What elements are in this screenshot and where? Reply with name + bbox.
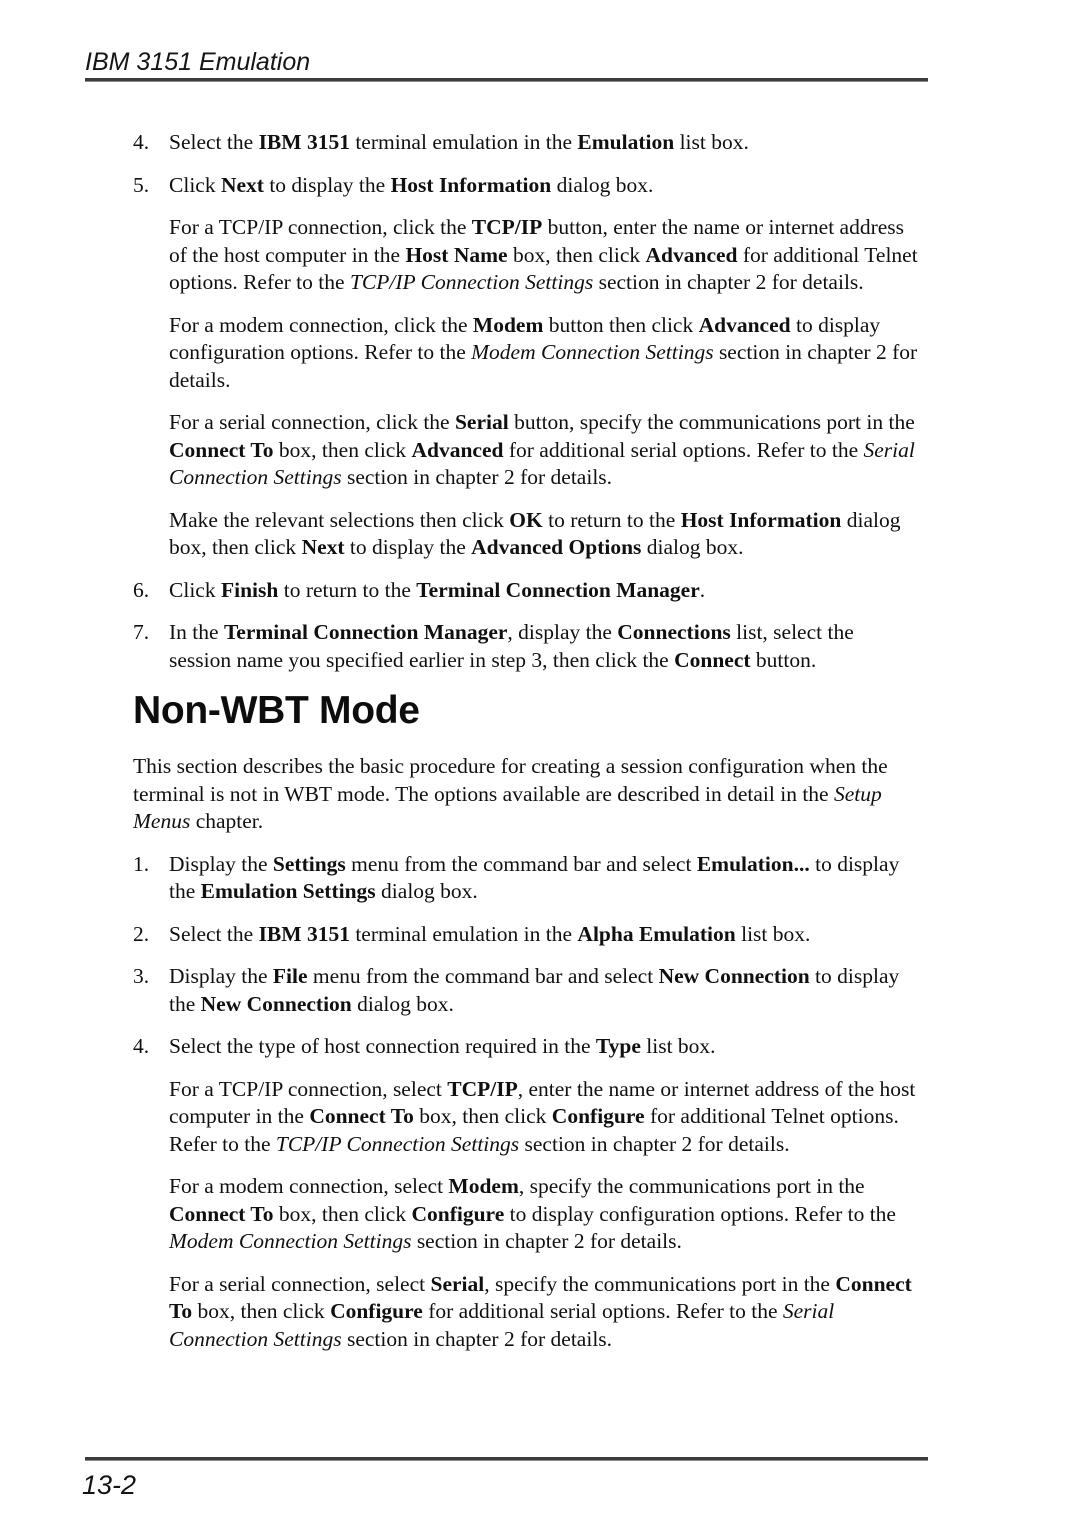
list-item — [133, 619, 948, 674]
paragraph: For a modem connection, click the Modem button then click Advanced to display configuration options. Refer to the Modem Connection Settings section in chapter 2 for details. — [169, 312, 918, 392]
paragraph: For a serial connection, select Serial, specify the communications port in the Connect To box, then click Configure for additional serial options. Refer to the Serial Connection Settings section in chapter 2 for details. — [169, 1271, 912, 1351]
footer-rule — [85, 1457, 928, 1461]
list-item — [133, 172, 948, 200]
list-item — [133, 577, 948, 605]
list-number: 4. — [133, 130, 150, 154]
list-item — [133, 129, 948, 157]
list-number: 4. — [133, 1034, 150, 1058]
list-number: 7. — [133, 620, 150, 644]
section-heading: Non-WBT Mode — [133, 689, 420, 732]
content — [133, 129, 948, 1368]
list-number: 5. — [133, 172, 150, 197]
list-number: 6. — [133, 577, 150, 602]
list-number: 3. — [133, 964, 150, 988]
paragraph: For a modem connection, select Modem, specify the communications port in the Connect To box, then click Configure to display configuration options. Refer to the Modem Connection Settings section in chapter 2 for details. — [169, 1174, 896, 1253]
list-item-text: In the Terminal Connection Manager, display the Connections list, select the session name you specified earlier in step 3, then click the Connect button. — [169, 620, 854, 672]
paragraph: For a serial connection, click the Serial button, specify the communications port in the Connect To box, then click Advanced for additional serial options. Refer to the Serial Connection Settings section in chapter 2 for details. — [169, 410, 915, 489]
intro-paragraph: This section describes the basic procedure for creating a session configuration when the terminal is not in WBT mode. The options available are described in detail in the Setup Menus chapter. — [133, 754, 888, 833]
list-item — [133, 1033, 948, 1061]
list-item — [133, 921, 948, 949]
list-item — [133, 963, 948, 1018]
list-item-text: Display the Settings menu from the command bar and select Emulation... to display the Emulation Settings dialog box. — [169, 851, 900, 903]
list-number: 1. — [133, 851, 150, 876]
header-rule — [85, 78, 928, 82]
list-item-text: Select the type of host connection required in the Type list box. — [169, 1034, 716, 1058]
paragraph: For a TCP/IP connection, select TCP/IP, enter the name or internet address of the host computer in the Connect To box, then click Configure for additional Telnet options. Refer to the TCP/IP Connection Settings section in chapter 2 for details. — [169, 1076, 916, 1156]
paragraph: Make the relevant selections then click OK to return to the Host Information dialog box, then click Next to display the Advanced Options dialog box. — [169, 507, 901, 559]
list-item-text: Display the File menu from the command bar and select New Connection to display the New Connection dialog box. — [169, 964, 900, 1016]
page-number: 13-2 — [82, 1470, 137, 1500]
list-item-text: Select the IBM 3151 terminal emulation in the Emulation list box. — [169, 130, 749, 154]
list-number: 2. — [133, 921, 150, 946]
list-item-text: Click Next to display the Host Information dialog box. — [169, 172, 654, 197]
list-item-text: Click Finish to return to the Terminal Connection Manager. — [169, 577, 706, 602]
list-item — [133, 851, 948, 906]
list-item-text: Select the IBM 3151 terminal emulation in the Alpha Emulation list box. — [169, 921, 811, 946]
paragraph: For a TCP/IP connection, click the TCP/IP button, enter the name or internet address of the host computer in the Host Name box, then click Advanced for additional Telnet options. Refer to the TCP/IP Connection Settings section in chapter 2 for details. — [169, 215, 918, 294]
running-header-title: IBM 3151 Emulation — [85, 48, 311, 76]
